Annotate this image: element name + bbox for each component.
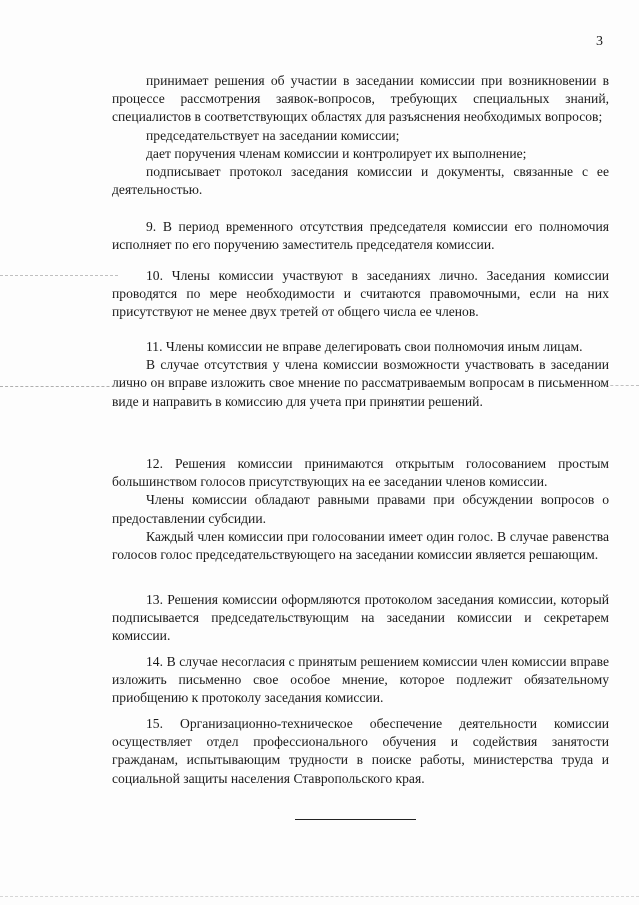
- paragraph: 9. В период временного отсутствия председателя комиссии его полномочия исполняет по его поручению заместитель председателя комиссии.: [112, 219, 609, 253]
- clause-15: [112, 715, 609, 788]
- clause-13: [112, 591, 609, 646]
- end-of-document-rule: [295, 819, 416, 820]
- paragraph: 15. Организационно-техническое обеспечение деятельности комиссии осуществляет отдел профессионального обучения и содействия занятости гражданам, испытывающим трудности в поиске работы, министерства труда и социальной защиты населения Ставропольского края.: [112, 716, 609, 786]
- paragraph: Члены комиссии обладают равными правами при обсуждении вопросов о предоставлении субсидии.: [112, 492, 609, 526]
- clause-10: [112, 267, 609, 322]
- paragraph: 12. Решения комиссии принимаются открытым голосованием простым большинством голосов присутствующих на ее заседании членов комиссии.: [112, 456, 609, 490]
- paragraph: Каждый член комиссии при голосовании имеет один голос. В случае равенства голосов голос председательствующего на заседании комиссии является решающим.: [112, 528, 609, 563]
- clause-12: [112, 455, 609, 564]
- scan-artifact-line: [0, 896, 639, 897]
- clause-9: [112, 218, 609, 254]
- paragraph: 10. Члены комиссии участвуют в заседаниях лично. Заседания комиссии проводятся по мере необходимости и считаются правомочными, если на них присутствуют не менее двух третей от общего числа ее членов.: [112, 268, 609, 320]
- paragraph: дает поручения членам комиссии и контролирует их выполнение;: [146, 145, 527, 161]
- clause-11: [112, 338, 609, 411]
- scan-artifact-line: [600, 385, 639, 386]
- clause-14: [112, 653, 609, 708]
- paragraph: председательствует на заседании комиссии;: [146, 127, 400, 143]
- powers-list-block: [112, 72, 609, 199]
- page-number: 3: [596, 34, 603, 49]
- paragraph: 14. В случае несогласия с принятым решением комиссии член комиссии вправе изложить письменно свое особое мнение, которое подлежит обязательному приобщению к протоколу заседания комиссии.: [112, 654, 609, 706]
- scan-artifact-line: [0, 275, 118, 276]
- paragraph: 11. Члены комиссии не вправе делегировать свои полномочия иным лицам.: [146, 339, 583, 354]
- paragraph: принимает решения об участии в заседании комиссии при возникновении в процессе рассмотрения заявок-вопросов, требующих специальных знаний, специалистов в соответствующих областях для разъяснения необходимых вопросов;: [112, 73, 609, 125]
- paragraph: подписывает протокол заседания комиссии и документы, связанные с ее деятельностью.: [112, 164, 609, 198]
- paragraph: В случае отсутствия у члена комиссии возможности участвовать в заседании лично он вправе изложить свое мнение по рассматриваемым вопросам в письменном виде и направить в комиссию для учета при принятии решений.: [112, 357, 609, 409]
- paragraph: 13. Решения комиссии оформляются протоколом заседания комиссии, который подписывается председательствующим на заседании комиссии и секретарем комиссии.: [112, 592, 609, 644]
- scan-artifact-line: [0, 386, 145, 387]
